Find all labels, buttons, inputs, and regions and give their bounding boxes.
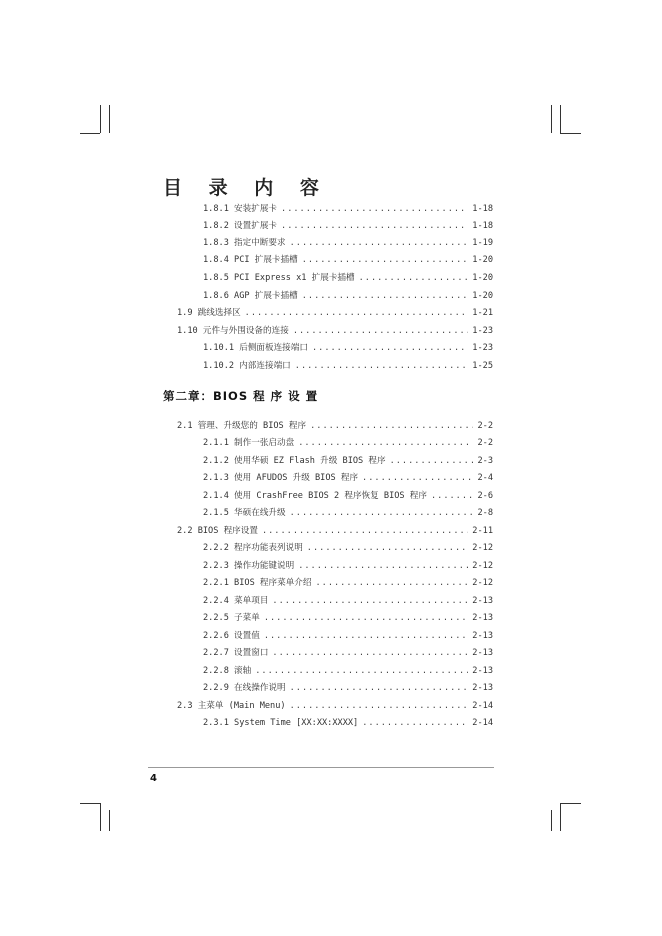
toc-entry-page: 1-23	[472, 343, 493, 353]
toc-entry-label: 2.2.4 菜单项目	[203, 596, 269, 606]
toc-entry-page: 2-3	[477, 456, 493, 466]
crop-mark-bottom-right	[560, 803, 581, 804]
crop-mark-bottom-right	[560, 803, 561, 831]
toc-dot-leader	[312, 340, 468, 357]
toc-entry-label: 1.10.1 后侧面板连接端口	[203, 343, 308, 353]
crop-mark-top-right	[560, 133, 581, 134]
toc-entry[interactable]	[177, 323, 493, 340]
toc-entry-page: 2-4	[477, 473, 493, 483]
toc-entry-page: 1-25	[472, 361, 493, 371]
toc-entry[interactable]	[203, 470, 493, 487]
toc-dot-leader	[290, 235, 469, 252]
toc-entry[interactable]	[177, 523, 493, 540]
crop-mark-top-right	[551, 105, 552, 133]
toc-dot-leader	[359, 270, 469, 287]
toc-entry[interactable]	[203, 340, 493, 357]
toc-entry-page: 2-2	[477, 421, 493, 431]
toc-entry-label: 2.2.7 设置窗口	[203, 648, 269, 658]
toc-entry-label: 2.2.5 子菜单	[203, 613, 260, 623]
page-title: 目 录 内 容	[163, 177, 329, 199]
toc-entry[interactable]	[177, 698, 493, 715]
toc-dot-leader	[431, 488, 474, 505]
crop-mark-bottom-left	[100, 803, 101, 831]
toc-entry-page: 2-13	[472, 683, 493, 693]
toc-entry[interactable]	[203, 645, 493, 662]
toc-entry-label: 2.1.2 使用华硕 EZ Flash 升级 BIOS 程序	[203, 456, 386, 466]
toc-dot-leader	[307, 540, 469, 557]
crop-mark-top-right	[560, 105, 561, 133]
toc-entry-label: 2.3.1 System Time [XX:XX:XXXX]	[203, 718, 359, 728]
toc-dot-leader	[255, 663, 468, 680]
toc-entry[interactable]	[203, 453, 493, 470]
toc-entry[interactable]	[203, 252, 493, 269]
toc-entry[interactable]	[203, 288, 493, 305]
toc-entry-page: 1-23	[472, 326, 493, 336]
toc-entry-label: 2.2.1 BIOS 程序菜单介绍	[203, 578, 312, 588]
toc-dot-leader	[264, 628, 468, 645]
toc-entry-page: 1-19	[472, 238, 493, 248]
toc-entry[interactable]	[203, 235, 493, 252]
chapter-heading: 第二章：BIOS 程 序 设 置	[163, 389, 319, 403]
toc-entry-label: 1.8.1 安装扩展卡	[203, 204, 278, 214]
toc-entry-page: 2-13	[472, 648, 493, 658]
toc-entry-page: 2-12	[472, 543, 493, 553]
toc-entry[interactable]	[203, 715, 493, 732]
toc-entry[interactable]	[203, 218, 493, 235]
toc-entry[interactable]	[203, 558, 493, 575]
toc-entry-label: 2.2.9 在线操作说明	[203, 683, 286, 693]
toc-entry-page: 2-14	[472, 701, 493, 711]
toc-dot-leader	[302, 252, 469, 269]
toc-entry[interactable]	[203, 610, 493, 627]
toc-entry[interactable]	[203, 680, 493, 697]
toc-entry[interactable]	[203, 270, 493, 287]
footer-rule	[148, 767, 494, 768]
toc-dot-leader	[281, 201, 468, 218]
toc-entry[interactable]	[203, 505, 493, 522]
toc-entry[interactable]	[203, 663, 493, 680]
toc-dot-leader	[310, 418, 473, 435]
crop-mark-bottom-left	[80, 803, 100, 804]
toc-entry[interactable]	[203, 201, 493, 218]
toc-entry-label: 2.2.6 设置值	[203, 631, 260, 641]
toc-dot-leader	[302, 288, 469, 305]
toc-dot-leader	[290, 698, 469, 715]
toc-entry-label: 2.1 管理、升级您的 BIOS 程序	[177, 421, 307, 431]
toc-entry-page: 2-13	[472, 613, 493, 623]
toc-entry-label: 2.2.3 操作功能键说明	[203, 561, 295, 571]
toc-dot-leader	[264, 610, 468, 627]
toc-dot-leader	[293, 323, 468, 340]
toc-entry-label: 2.3 主菜单 (Main Menu)	[177, 701, 286, 711]
toc-entry-page: 1-18	[472, 221, 493, 231]
toc-dot-leader	[281, 218, 468, 235]
toc-entry-label: 1.8.4 PCI 扩展卡插槽	[203, 255, 298, 265]
toc-dot-leader	[272, 593, 468, 610]
toc-entry[interactable]	[203, 540, 493, 557]
crop-mark-bottom-right	[551, 810, 552, 831]
toc-dot-leader	[245, 305, 469, 322]
toc-entry-page: 2-11	[472, 526, 493, 536]
toc-entry-page: 2-13	[472, 631, 493, 641]
toc-dot-leader	[298, 435, 473, 452]
toc-dot-leader	[272, 645, 468, 662]
toc-entry-page: 2-12	[472, 578, 493, 588]
crop-mark-top-left	[109, 105, 110, 133]
toc-dot-leader	[362, 470, 473, 487]
toc-entry-label: 2.1.4 使用 CrashFree BIOS 2 程序恢复 BIOS 程序	[203, 491, 427, 501]
toc-entry-label: 2.2.8 滚轴	[203, 666, 252, 676]
toc-entry-label: 1.8.5 PCI Express x1 扩展卡插槽	[203, 273, 355, 283]
toc-dot-leader	[362, 715, 468, 732]
toc-entry-page: 2-2	[477, 438, 493, 448]
crop-mark-bottom-left	[109, 810, 110, 831]
toc-entry-page: 2-8	[477, 508, 493, 518]
toc-entry-page: 1-20	[472, 273, 493, 283]
toc-entry[interactable]	[203, 628, 493, 645]
toc-entry-label: 2.1.3 使用 AFUDOS 升级 BIOS 程序	[203, 473, 359, 483]
toc-entry[interactable]	[177, 305, 493, 322]
toc-dot-leader	[290, 680, 469, 697]
crop-mark-top-left	[100, 105, 101, 133]
toc-dot-leader	[295, 358, 469, 375]
page-number: 4	[150, 773, 157, 784]
toc-entry[interactable]	[203, 358, 493, 375]
toc-entry-label: 2.1.1 制作一张启动盘	[203, 438, 295, 448]
toc-entry[interactable]	[203, 593, 493, 610]
toc-dot-leader	[390, 453, 474, 470]
toc-entry-page: 2-14	[472, 718, 493, 728]
toc-entry[interactable]	[203, 435, 493, 452]
toc-entry-page: 2-13	[472, 596, 493, 606]
toc-entry-label: 1.10 元件与外围设备的连接	[177, 326, 289, 336]
toc-entry[interactable]	[177, 418, 493, 435]
toc-dot-leader	[315, 575, 468, 592]
toc-entry[interactable]	[203, 575, 493, 592]
toc-entry-page: 2-12	[472, 561, 493, 571]
toc-entry-label: 1.8.2 设置扩展卡	[203, 221, 278, 231]
toc-dot-leader	[262, 523, 468, 540]
toc-entry-page: 1-18	[472, 204, 493, 214]
toc-entry-label: 2.2 BIOS 程序设置	[177, 526, 258, 536]
toc-entry-label: 2.2.2 程序功能表列说明	[203, 543, 303, 553]
toc-entry-page: 1-20	[472, 291, 493, 301]
crop-mark-top-left	[80, 133, 100, 134]
toc-entry-label: 1.8.6 AGP 扩展卡插槽	[203, 291, 298, 301]
toc-entry-label: 1.10.2 内部连接端口	[203, 361, 291, 371]
toc-entry-page: 2-13	[472, 666, 493, 676]
toc-entry[interactable]	[203, 488, 493, 505]
toc-entry-label: 1.9 跳线选择区	[177, 308, 241, 318]
toc-entry-label: 2.1.5 华硕在线升级	[203, 508, 286, 518]
toc-entry-label: 1.8.3 指定中断要求	[203, 238, 286, 248]
toc-entry-page: 1-21	[472, 308, 493, 318]
toc-dot-leader	[298, 558, 468, 575]
toc-entry-page: 2-6	[477, 491, 493, 501]
toc-dot-leader	[290, 505, 474, 522]
toc-entry-page: 1-20	[472, 255, 493, 265]
